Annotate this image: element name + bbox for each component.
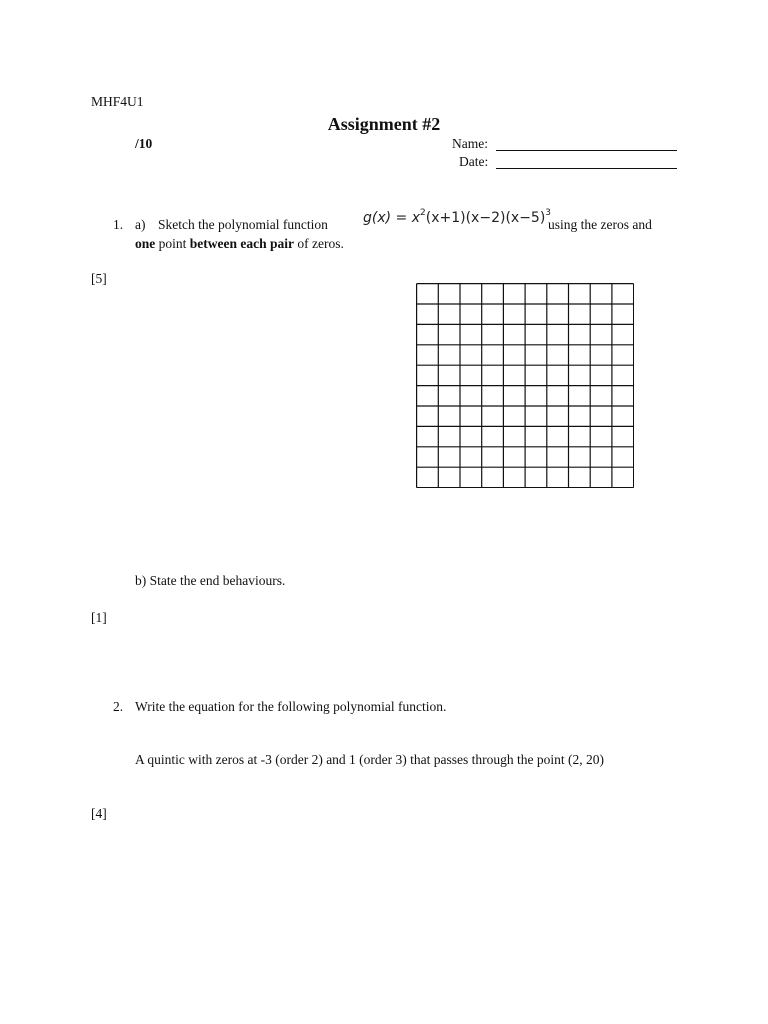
question-2-number: 2. xyxy=(113,699,124,714)
graph-grid[interactable] xyxy=(416,283,634,488)
emphasis-between: between each pair xyxy=(189,236,294,251)
question-1a-text: Sketch the polynomial function xyxy=(158,217,328,232)
polynomial-equation xyxy=(363,208,551,226)
line2-mid: point xyxy=(155,236,190,251)
equation-factors: (x+1)(x−2)(x−5) xyxy=(425,210,546,226)
question-1b-text: b) State the end behaviours. xyxy=(135,573,286,588)
question-2-subtext: A quintic with zeros at -3 (order 2) and 1 (order 3) that passes through the point (2, 20) xyxy=(135,752,605,767)
marks-1b: [1] xyxy=(91,610,107,625)
question-2-text: Write the equation for the following polynomial function. xyxy=(135,699,447,714)
equation-exponent-1: 2 xyxy=(420,208,426,218)
question-1a-label: a) xyxy=(135,217,146,232)
marks-1a: [5] xyxy=(91,271,107,286)
equation-lhs: g(x) = x xyxy=(363,210,421,226)
equation-exponent-2: 3 xyxy=(545,208,552,218)
question-1-number: 1. xyxy=(113,217,124,232)
name-field-line[interactable] xyxy=(496,150,677,151)
assignment-title: Assignment #2 xyxy=(327,114,441,134)
date-field-line[interactable] xyxy=(496,168,677,169)
question-1a-text-continued: using the zeros and xyxy=(548,217,652,232)
marks-2: [4] xyxy=(91,806,107,821)
course-code: MHF4U1 xyxy=(91,94,144,109)
score-total: /10 xyxy=(135,136,153,151)
name-label: Name: xyxy=(452,136,488,151)
question-1a-line-2 xyxy=(135,236,344,252)
date-label: Date: xyxy=(459,154,489,169)
line2-end: of zeros. xyxy=(294,236,344,251)
emphasis-one: one xyxy=(135,236,156,251)
